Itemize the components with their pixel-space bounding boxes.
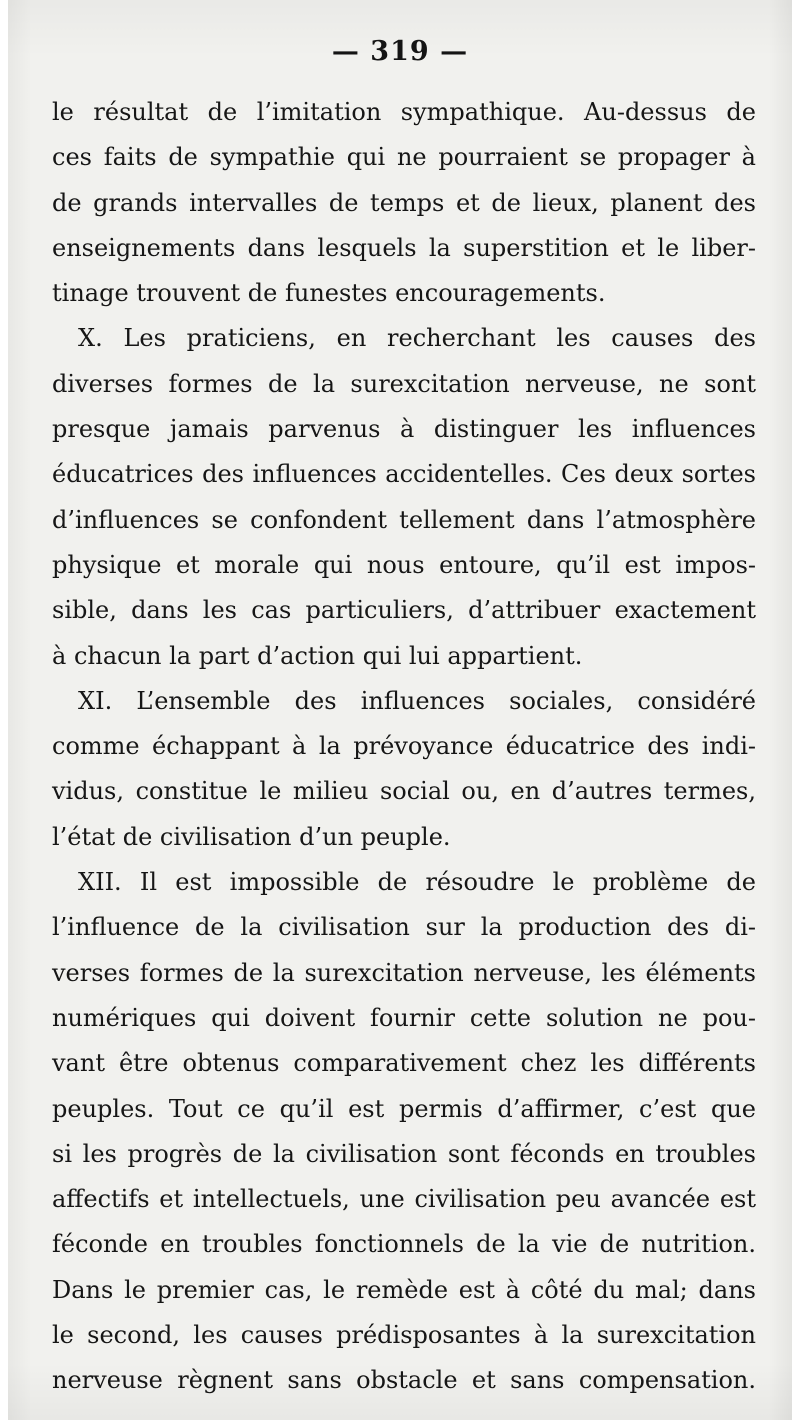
text-line: ces faits de sympathie qui ne pourraient se propager à	[52, 143, 756, 172]
text-line: X. Les praticiens, en recherchant les causes des	[78, 324, 756, 353]
text-line: peuples. Tout ce qu’il est permis d’affirmer, c’est que	[52, 1094, 756, 1123]
text-line: XI. L’ensemble des influences sociales, considéré	[78, 686, 756, 715]
text-line: physique et morale qui nous entoure, qu’il est impos-	[52, 550, 756, 579]
text-line: féconde en troubles fonctionnels de la vie de nutrition.	[52, 1230, 756, 1259]
body-text	[52, 90, 756, 1404]
text-line: enseignements dans lesquels la superstition et le liber-	[52, 233, 756, 262]
text-line: comme échappant à la prévoyance éducatrice des indi-	[52, 732, 756, 761]
text-line: à chacun la part d’action qui lui appartient.	[52, 641, 583, 670]
book-page	[8, 0, 792, 1420]
text-line: de grands intervalles de temps et de lieux, planent des	[52, 188, 756, 217]
text-line: vant être obtenus comparativement chez les différents	[52, 1049, 756, 1078]
text-line: presque jamais parvenus à distinguer les influences	[52, 415, 756, 444]
text-line: numériques qui doivent fournir cette solution ne pou-	[52, 1003, 756, 1032]
text-line: le résultat de l’imitation sympathique. Au-dessus de	[52, 98, 756, 126]
text-line: affectifs et intellectuels, une civilisation peu avancée est	[52, 1185, 756, 1214]
text-line: diverses formes de la surexcitation nerveuse, ne sont	[52, 369, 756, 398]
text-line: d’influences se confondent tellement dans l’atmosphère	[52, 505, 756, 534]
text-line: XII. Il est impossible de résoudre le problème de	[78, 868, 756, 897]
text-line: Dans le premier cas, le remède est à côté du mal; dans	[52, 1275, 756, 1304]
text-line: nerveuse règnent sans obstacle et sans compensation.	[52, 1366, 756, 1395]
text-line: tinage trouvent de funestes encouragements.	[52, 279, 606, 308]
text-line: si les progrès de la civilisation sont féconds en troubles	[52, 1139, 756, 1168]
page-number: — 319 —	[331, 36, 469, 67]
text-line: l’influence de la civilisation sur la production des di-	[52, 913, 756, 942]
text-line: vidus, constitue le milieu social ou, en d’autres termes,	[52, 777, 756, 806]
text-line: verses formes de la surexcitation nerveuse, les éléments	[52, 958, 756, 987]
text-line: l’état de civilisation d’un peuple.	[52, 822, 451, 851]
text-line: le second, les causes prédisposantes à la surexcitation	[52, 1321, 756, 1350]
text-line: éducatrices des influences accidentelles. Ces deux sortes	[52, 460, 756, 489]
text-line: sible, dans les cas particuliers, d’attribuer exactement	[52, 596, 756, 625]
